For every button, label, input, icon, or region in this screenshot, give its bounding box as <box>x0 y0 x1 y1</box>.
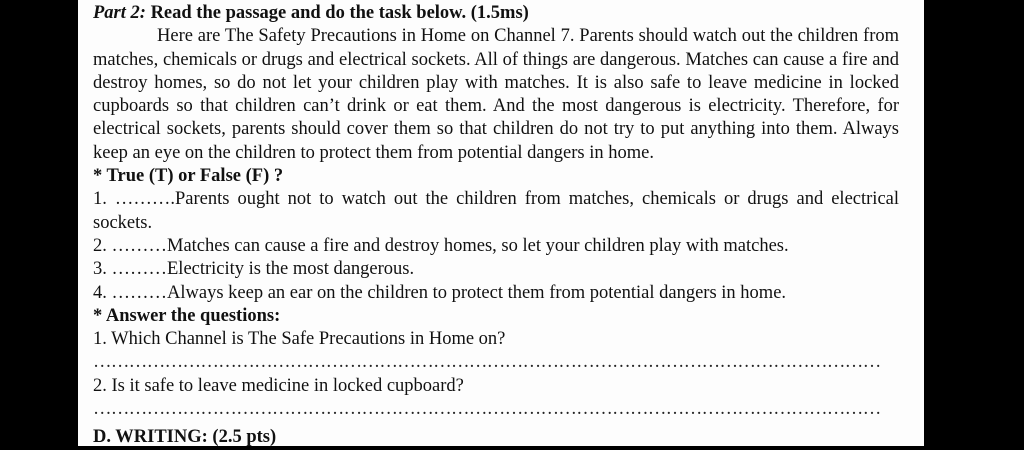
true-false-item-2: 2. ………Matches can cause a fire and destroy homes, so let your children play with matches. <box>93 235 789 256</box>
true-false-item-1: 1. ……….Parents ought not to watch out the children from matches, chemicals or drugs and electrical sockets. <box>93 189 899 233</box>
document-content <box>93 2 899 450</box>
task-heading <box>93 2 899 25</box>
reading-passage: Here are The Safety Precautions in Home on Channel 7. Parents should watch out the children from matches, chemicals or drugs and electrical sockets. All of things are dangerous. Matches can cause a fire and destroy homes, so do not let your children play with matches. It is also safe to leave medicine in locked cupboards so that children can’t drink or eat them. And the most dangerous is electricity. Therefore, for electrical sockets, parents should cover them so that children do not try to put anything into them. Always keep an eye on the children to protect them from potential dangers in home. <box>93 26 899 163</box>
task-title: Read the passage and do the task below. (1.5ms) <box>150 3 529 23</box>
question-1: 1. Which Channel is The Safe Precautions in Home on? <box>93 329 506 350</box>
true-false-title: * True (T) or False (F) ? <box>93 166 284 187</box>
question-2: 2. Is it safe to leave medicine in locked cupboard? <box>93 375 464 396</box>
document-page <box>78 0 924 446</box>
next-section-heading: D. WRITING: (2.5 pts) <box>93 427 277 448</box>
true-false-item-3: 3. ………Electricity is the most dangerous. <box>93 259 415 280</box>
answer-questions-title: * Answer the questions: <box>93 305 281 326</box>
answer-line-2: …………………………………………………………………………………………………………………… <box>93 399 881 420</box>
part-label: Part 2: <box>93 3 146 23</box>
true-false-item-4: 4. ………Always keep an ear on the children to protect them from potential dangers in home. <box>93 282 787 303</box>
answer-line-1: …………………………………………………………………………………………………………………… <box>93 352 881 373</box>
